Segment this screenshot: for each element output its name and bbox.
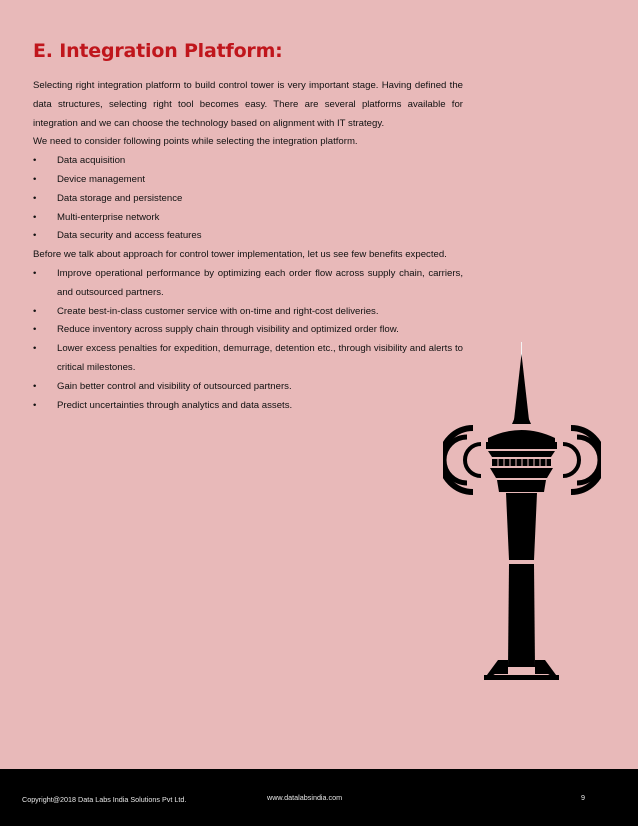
list-item-text: Data acquisition bbox=[57, 155, 126, 167]
benefits-intro: Before we talk about approach for control tower implementation, let us see few benefits expected. bbox=[33, 249, 447, 261]
list-item bbox=[33, 171, 463, 190]
section-heading: E. Integration Platform: bbox=[33, 40, 283, 62]
bullet-icon: • bbox=[33, 230, 37, 242]
list-item-text: Predict uncertainties through analytics and data assets. bbox=[57, 399, 293, 411]
list-item-text: Data storage and persistence bbox=[57, 192, 183, 204]
list-item-text: Lower excess penalties for expedition, demurrage, detention etc., through visibility and alerts to critical milestones. bbox=[57, 343, 463, 373]
list-item bbox=[33, 227, 463, 246]
list-item-text: Multi-enterprise network bbox=[57, 211, 160, 223]
list-item bbox=[33, 340, 463, 378]
list-item bbox=[33, 265, 463, 303]
bullet-icon: • bbox=[33, 211, 37, 223]
list-item bbox=[33, 397, 463, 416]
list-item-text: Device management bbox=[57, 173, 145, 185]
bullet-icon: • bbox=[33, 267, 37, 279]
benefits-list bbox=[33, 265, 463, 415]
bullet-icon: • bbox=[33, 155, 37, 167]
footer-website-link[interactable]: www.datalabsindia.com bbox=[267, 793, 343, 802]
bullet-icon: • bbox=[33, 380, 37, 392]
list-item-text: Data security and access features bbox=[57, 230, 202, 242]
list-item-text: Improve operational performance by optimizing each order flow across supply chain, carriers, and outsourced partners. bbox=[57, 267, 463, 298]
bullet-icon: • bbox=[33, 192, 37, 204]
list-item bbox=[33, 321, 463, 340]
list-item bbox=[33, 303, 463, 322]
bullet-icon: • bbox=[33, 173, 37, 185]
list-item bbox=[33, 378, 463, 397]
consideration-list bbox=[33, 152, 463, 246]
list-item-text: Reduce inventory across supply chain through visibility and optimized order flow. bbox=[57, 324, 399, 336]
page-number: 9 bbox=[581, 793, 585, 802]
intro-paragraph: Selecting right integration platform to build control tower is very important stage. Having defined the data structures, selecting right tool becomes easy. There are several platforms available for integration and we can choose the technology based on alignment with IT strategy. bbox=[33, 80, 463, 129]
footer-copyright: Copyright@2018 Data Labs India Solutions Pvt Ltd. bbox=[22, 795, 187, 804]
bullet-icon: • bbox=[33, 343, 37, 355]
list-item-text: Gain better control and visibility of outsourced partners. bbox=[57, 380, 292, 392]
bullet-icon: • bbox=[33, 399, 37, 411]
list-item bbox=[33, 152, 463, 171]
page-footer bbox=[0, 769, 638, 826]
intro-lead: We need to consider following points while selecting the integration platform. bbox=[33, 136, 358, 148]
bullet-icon: • bbox=[33, 324, 37, 336]
list-item-text: Create best-in-class customer service with on-time and right-cost deliveries. bbox=[57, 305, 379, 317]
control-tower-icon bbox=[443, 342, 601, 685]
list-item bbox=[33, 190, 463, 209]
section-body bbox=[33, 77, 463, 415]
bullet-icon: • bbox=[33, 305, 37, 317]
list-item bbox=[33, 209, 463, 228]
